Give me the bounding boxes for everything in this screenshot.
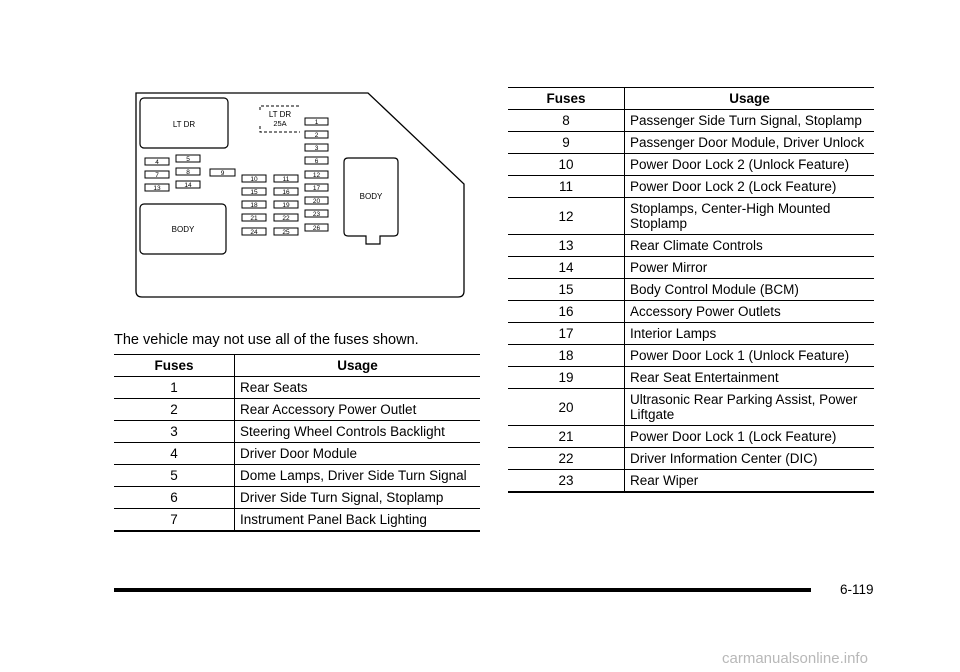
table-row: [508, 198, 874, 235]
body-relay-right-label: BODY: [359, 192, 383, 201]
fuse-note: The vehicle may not use all of the fuses shown.: [114, 332, 419, 348]
table-row: [114, 487, 480, 509]
fuse-number: 21: [508, 426, 625, 448]
fuse-block-svg: [130, 88, 470, 300]
fuse-usage: Rear Seats: [235, 377, 481, 399]
fuse-slot-26: [305, 224, 328, 232]
fuse-slot-14: [176, 181, 200, 189]
fuse-slot-1: [305, 118, 328, 126]
fuse-slot-25: [274, 228, 298, 236]
fuse-label: 1: [314, 119, 319, 126]
fuse-label: 15: [250, 189, 258, 196]
table-row: [508, 301, 874, 323]
fuse-label: 2: [314, 132, 319, 139]
fuse-slot-20: [305, 197, 328, 205]
fuse-number: 9: [508, 132, 625, 154]
fuse-label: 25: [282, 229, 290, 236]
fuse-label: 8: [186, 169, 190, 176]
fuse-number: 12: [508, 198, 625, 235]
fuse-usage: Rear Accessory Power Outlet: [235, 399, 481, 421]
fuse-usage: Power Door Lock 2 (Unlock Feature): [625, 154, 875, 176]
table-row: [114, 377, 480, 399]
fuse-label: 14: [184, 182, 192, 189]
fuse-label: 21: [250, 215, 258, 222]
footer-rule: [114, 588, 811, 592]
table-row: [508, 257, 874, 279]
fuse-usage: Interior Lamps: [625, 323, 875, 345]
fuse-label: 9: [220, 170, 225, 177]
fuse-usage: Stoplamps, Center-High Mounted Stoplamp: [625, 198, 875, 235]
column-header-fuses: Fuses: [508, 88, 625, 110]
fuse-usage: Power Door Lock 1 (Lock Feature): [625, 426, 875, 448]
fuse-number: 20: [508, 389, 625, 426]
fuse-label: 23: [312, 211, 321, 218]
table-row: [114, 509, 480, 532]
fuse-number: 17: [508, 323, 625, 345]
fuse-slot-12: [305, 171, 328, 179]
fuse-slot-16: [274, 188, 298, 196]
fuse-table-left: [114, 354, 480, 532]
fuse-slot-15: [242, 188, 266, 196]
table-row: [114, 443, 480, 465]
fuse-usage: Rear Seat Entertainment: [625, 367, 875, 389]
fuse-slot-13: [145, 184, 169, 192]
body-relay-right: [344, 158, 398, 244]
table-row: [508, 235, 874, 257]
table-row: [114, 465, 480, 487]
fuse-slot-2: [305, 131, 328, 139]
fuse-slot-7: [145, 171, 169, 179]
lt-dr-spare-label: LT DR: [268, 110, 292, 119]
fuse-number: 5: [114, 465, 235, 487]
column-header-usage: Usage: [625, 88, 875, 110]
fuse-usage: Rear Climate Controls: [625, 235, 875, 257]
fuse-slot-6: [305, 157, 328, 165]
table-row: [508, 448, 874, 470]
fuse-number: 2: [114, 399, 235, 421]
fuse-number: 3: [114, 421, 235, 443]
table-row: [114, 421, 480, 443]
table-row: [114, 399, 480, 421]
fuse-slot-21: [242, 214, 266, 222]
fuse-label: 6: [314, 158, 319, 165]
fuse-slot-11: [274, 175, 298, 183]
fuse-label: 16: [282, 189, 290, 196]
fuse-slot-22: [274, 214, 298, 222]
fuse-usage: Accessory Power Outlets: [625, 301, 875, 323]
table-row: [508, 154, 874, 176]
fuse-usage: Rear Wiper: [625, 470, 875, 493]
table-header-row: [114, 355, 480, 377]
fuse-number: 6: [114, 487, 235, 509]
fuse-slot-19: [274, 201, 298, 209]
table-header-row: [508, 88, 874, 110]
table-row: [508, 176, 874, 198]
fuse-slot-24: [242, 228, 266, 236]
fuse-slot-3: [305, 144, 328, 152]
body-relay-left-label: BODY: [171, 225, 195, 234]
column-header-usage: Usage: [235, 355, 481, 377]
fuse-slot-18: [242, 201, 266, 209]
table-row: [508, 470, 874, 493]
fuse-label: 22: [282, 215, 290, 222]
fuse-number: 22: [508, 448, 625, 470]
fuse-usage: Power Door Lock 1 (Unlock Feature): [625, 345, 875, 367]
fuse-slot-8: [176, 168, 200, 176]
fuse-usage: Driver Side Turn Signal, Stoplamp: [235, 487, 481, 509]
fuse-label: 7: [155, 172, 159, 179]
table-row: [508, 110, 874, 132]
fuse-slot-10: [242, 175, 266, 183]
column-header-fuses: Fuses: [114, 355, 235, 377]
fuse-usage: Instrument Panel Back Lighting: [235, 509, 481, 532]
fuse-number: 10: [508, 154, 625, 176]
fuse-label: 20: [312, 198, 321, 205]
table-row: [508, 132, 874, 154]
watermark: carmanualsonline.info: [722, 650, 868, 667]
fuse-number: 19: [508, 367, 625, 389]
fuse-label: 17: [312, 185, 321, 192]
fuse-slot-9: [210, 169, 235, 177]
fuse-label: 26: [312, 225, 321, 232]
fuse-label: 24: [250, 229, 258, 236]
table-row: [508, 389, 874, 426]
fuse-usage: Ultrasonic Rear Parking Assist, Power Liftgate: [625, 389, 875, 426]
table-row: [508, 279, 874, 301]
fuse-usage: Driver Door Module: [235, 443, 481, 465]
fuse-number: 13: [508, 235, 625, 257]
fuse-usage: Steering Wheel Controls Backlight: [235, 421, 481, 443]
fuse-number: 15: [508, 279, 625, 301]
fuse-label: 10: [250, 176, 258, 183]
fuse-number: 1: [114, 377, 235, 399]
fuse-number: 18: [508, 345, 625, 367]
fuse-label: 5: [186, 156, 190, 163]
fuse-slot-5: [176, 155, 200, 163]
table-row: [508, 323, 874, 345]
fuse-slot-23: [305, 210, 328, 218]
fuse-label: 13: [153, 185, 161, 192]
fuse-label: 19: [282, 202, 290, 209]
table-row: [508, 345, 874, 367]
lt-dr-spare-amp: 25A: [273, 119, 287, 128]
fuse-label: 18: [250, 202, 258, 209]
fuse-slots: [145, 118, 328, 236]
fuse-usage: Dome Lamps, Driver Side Turn Signal: [235, 465, 481, 487]
fuse-number: 8: [508, 110, 625, 132]
fuse-usage: Passenger Side Turn Signal, Stoplamp: [625, 110, 875, 132]
fuse-label: 12: [312, 172, 321, 179]
table-row: [508, 367, 874, 389]
fuse-number: 7: [114, 509, 235, 532]
lt-dr-relay-label: LT DR: [172, 120, 196, 129]
fuse-usage: Power Mirror: [625, 257, 875, 279]
fuse-number: 16: [508, 301, 625, 323]
fuse-label: 11: [282, 176, 290, 183]
fuse-number: 23: [508, 470, 625, 493]
fuse-table-right: [508, 87, 874, 493]
fuse-slot-4: [145, 158, 169, 166]
fuse-slot-17: [305, 184, 328, 192]
fuse-label: 4: [155, 159, 159, 166]
fuse-block-diagram: [130, 88, 470, 300]
fuse-label: 3: [314, 145, 319, 152]
page-number: 6-119: [840, 582, 874, 597]
fuse-number: 4: [114, 443, 235, 465]
fuse-usage: Power Door Lock 2 (Lock Feature): [625, 176, 875, 198]
fuse-usage: Passenger Door Module, Driver Unlock: [625, 132, 875, 154]
table-row: [508, 426, 874, 448]
fuse-number: 14: [508, 257, 625, 279]
fuse-number: 11: [508, 176, 625, 198]
fuse-usage: Body Control Module (BCM): [625, 279, 875, 301]
fuse-usage: Driver Information Center (DIC): [625, 448, 875, 470]
